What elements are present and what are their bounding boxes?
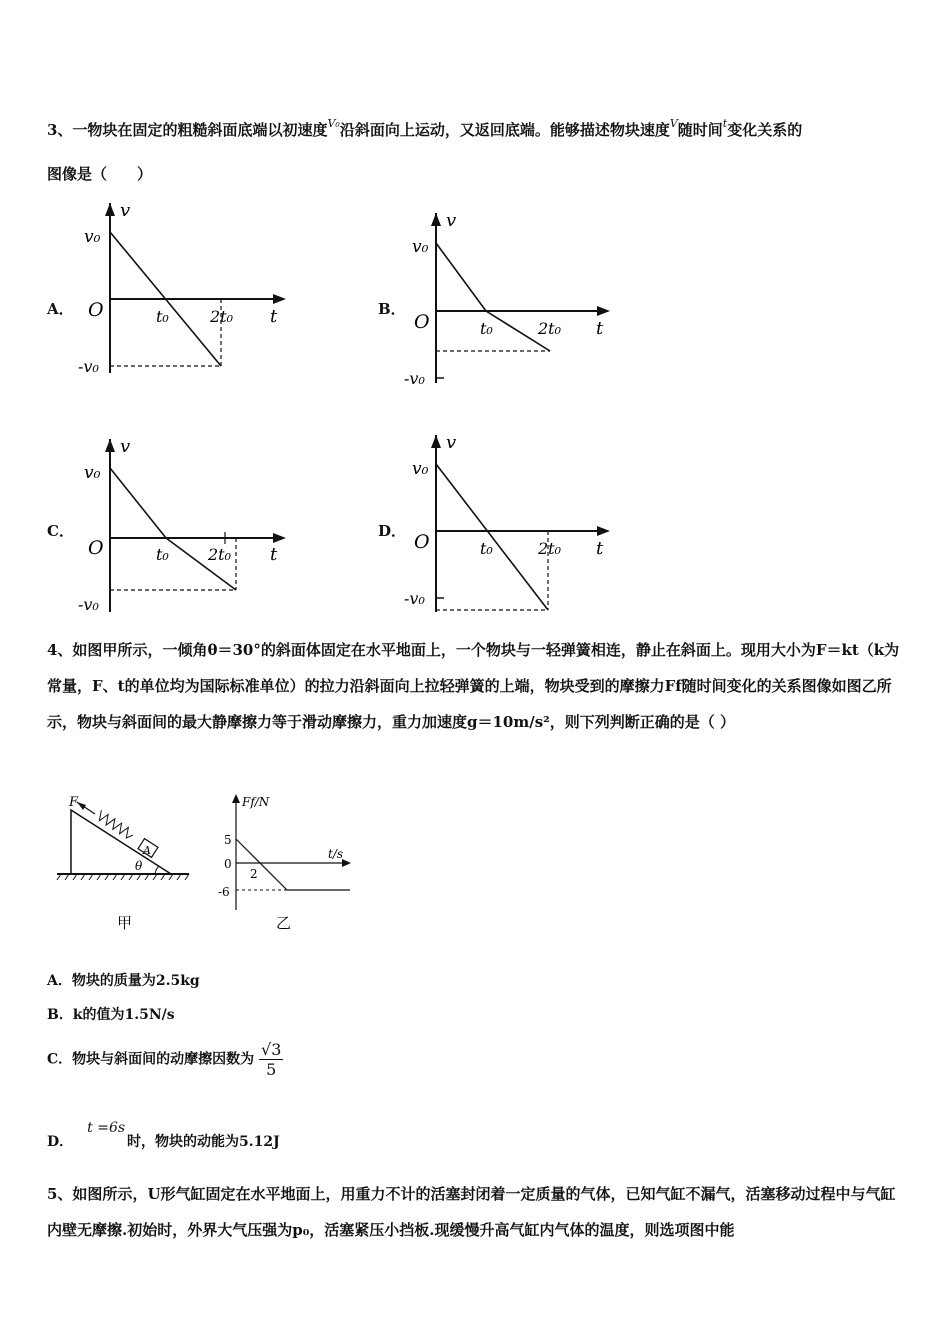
label-v0: v₀ [412,459,429,479]
label-v0: v₀ [84,227,101,247]
v-symbol: V [669,117,678,130]
figure-jia [55,790,195,939]
v-axis-arrow-icon [431,213,441,226]
q4-option-a[interactable]: A．物块的质量为2.5kg [47,973,200,989]
label-t0: t₀ [480,319,493,338]
axis-label-t: t [270,306,278,327]
velocity-line-up [110,468,166,538]
origin-label: O [88,299,104,321]
tick-5: 5 [224,833,232,847]
axis-label-t: t [270,544,278,565]
caption-yi: 乙 [276,914,292,932]
label-2t0: 2t₀ [538,319,562,338]
q3-stem-line1: 3、一物块在固定的粗糙斜面底端以初速度$^{V_0}$沿斜面向上运动，又返回底端。能够描述物块速度$^V$随时间$^t$变化关系的 [47,117,803,139]
label-neg-v0: -v₀ [404,589,425,608]
label-t0: t₀ [156,545,169,564]
ff-axis-arrow-icon [232,794,240,803]
v-axis-arrow-icon [431,435,441,448]
axis-label-v: v [446,432,457,453]
incline [71,810,171,874]
force-arrow-icon [77,802,86,810]
t-axis-arrow-icon [342,859,351,867]
label-2t0: 2t₀ [538,539,562,558]
label-2t0: 2t₀ [208,545,232,564]
origin-label: O [414,531,430,553]
origin-label: O [88,537,104,559]
q4-option-c[interactable]: C．物块与斜面间的动摩擦因数为 $\frac{√3}{5}$ [47,1040,282,1079]
force-label-f: F [69,795,79,810]
graph-b[interactable] [400,208,630,402]
graph-a[interactable] [70,198,300,402]
q3-option-b-label[interactable]: B． [378,300,406,318]
axis-label-v: v [446,210,457,231]
label-v0: v₀ [412,237,429,257]
t-symbol: t [722,117,728,130]
label-t0: t₀ [480,539,493,558]
label-neg-v0: -v₀ [78,357,99,376]
q5-stem: 5、如图所示，U形气缸固定在水平地面上，用重力不计的活塞封闭着一定质量的气体，已知气缸不漏气，活塞移动过程中与气缸内壁无摩擦.初始时，外界大气压强为p₀，活塞紧压小挡板.现缓慢升高气缸内气体的温度，则选项图中能 [47,1185,896,1239]
label-v0: v₀ [84,463,101,483]
axis-label-v: v [120,200,131,221]
label-2t0: 2t₀ [210,307,234,326]
t-axis-arrow-icon [597,306,610,316]
q4-stem: 4、如图甲所示，一倾角θ＝30°的斜面体固定在水平地面上，一个物块与一轻弹簧相连，静止在斜面上。现用大小为F＝kt（k为常量，F、t的单位均为国际标准单位）的拉力沿斜面向上拉轻弹簧的上端，物块受到的摩擦力Ff随时间变化的关系图像如图乙所示，物块与斜面间的最大静摩擦力等于滑动摩擦力，重力加速度g＝10m/s²，则下列判断正确的是（ ） [47,641,900,731]
axis-label-t: t [596,318,604,339]
tick-0: 0 [224,857,232,871]
block-label-a: A [143,844,151,857]
angle-arc [155,866,159,874]
label-neg-v0: -v₀ [78,595,99,614]
spring [96,810,135,840]
velocity-line-up [436,243,486,311]
t-axis-arrow-icon [273,294,286,304]
t-axis-arrow-icon [273,533,286,543]
label-neg-v0: -v₀ [404,369,425,388]
friction-line [236,839,287,890]
v-axis-arrow-icon [105,439,115,452]
q4-option-b[interactable]: B．k的值为1.5N/s [47,1007,175,1023]
origin-label: O [414,311,430,333]
graph-c[interactable] [70,434,300,628]
velocity-line [436,464,548,610]
axis-label-v: v [120,436,131,457]
tick-2: 2 [250,867,258,881]
q3-stem-line2: 图像是（ ） [47,165,153,183]
t-equals-6s: t =6s [87,1120,126,1136]
q3-option-c-label[interactable]: C． [47,522,74,540]
v-axis-arrow-icon [105,203,115,216]
tick-neg6: -6 [218,885,230,899]
q3-option-a-label[interactable]: A． [47,300,74,318]
y-axis-label: Ff/N [242,795,270,809]
theta-label: θ [135,859,143,873]
q3-option-d-label[interactable]: D． [378,522,407,540]
v0-symbol: V₀ [327,117,340,130]
q4-option-d[interactable]: D．t =6s时，物块的动能为5.12J [47,1120,280,1150]
t-axis-arrow-icon [597,526,610,536]
axis-label-t: t [596,538,604,559]
x-axis-label: t/s [328,847,344,861]
figure-yi [212,790,362,939]
fraction-sqrt3-over-5: $\frac{√3}{5}$ [261,1040,282,1079]
caption-jia: 甲 [117,914,133,932]
graph-d[interactable] [400,430,630,629]
label-t0: t₀ [156,307,169,326]
